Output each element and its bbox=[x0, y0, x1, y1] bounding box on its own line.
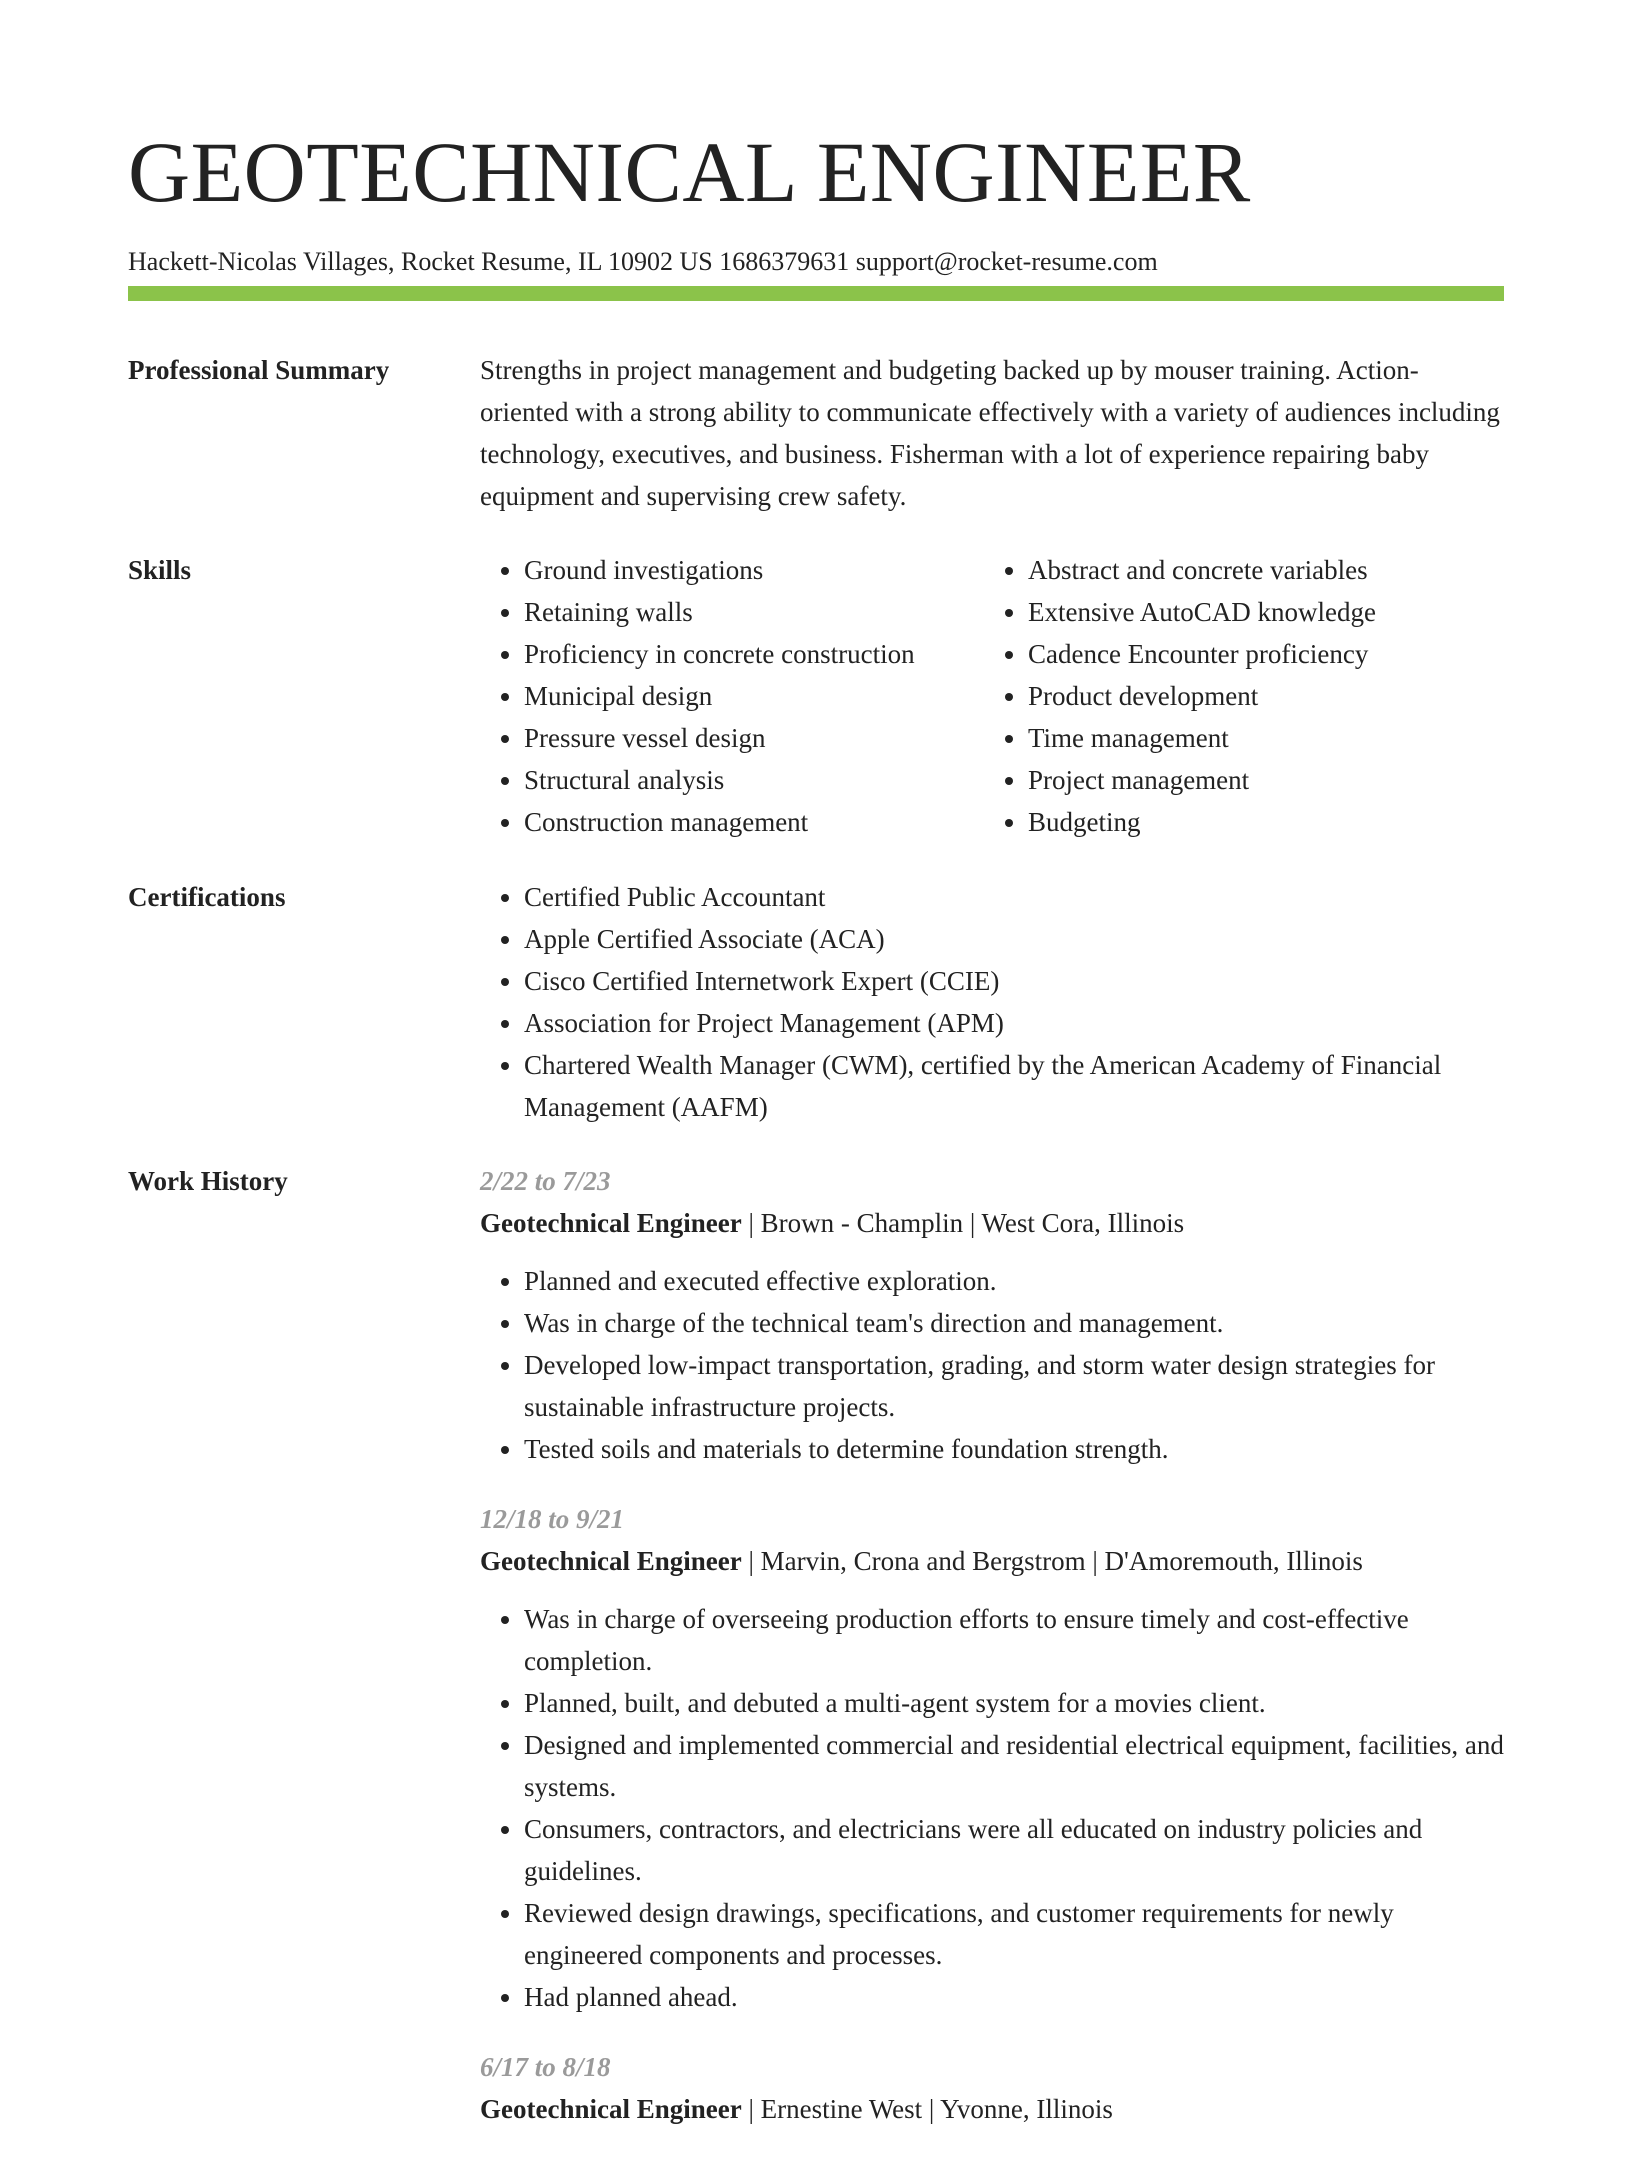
job-dates: 12/18 to 9/21 bbox=[480, 1504, 625, 1534]
certification-item: • Apple Certified Associate (ACA) bbox=[524, 918, 1504, 960]
job-heading bbox=[480, 1202, 1504, 1244]
skill-item: • Structural analysis bbox=[524, 759, 984, 801]
certification-item: • Certified Public Accountant bbox=[524, 876, 1504, 918]
certification-item: • Association for Project Management (APM) bbox=[524, 1002, 1504, 1044]
skill-item: • Ground investigations bbox=[524, 549, 984, 591]
resume-header bbox=[128, 120, 1504, 280]
skill-item: • Proficiency in concrete construction bbox=[524, 633, 984, 675]
job-dates: 2/22 to 7/23 bbox=[480, 1166, 611, 1196]
job-employer-location: | Ernestine West | Yvonne, Illinois bbox=[741, 2094, 1113, 2124]
section-title-work-history: Work History bbox=[128, 1166, 288, 1196]
skill-item: • Construction management bbox=[524, 801, 984, 843]
job-bullet: • Was in charge of the technical team's direction and management. bbox=[524, 1302, 1504, 1344]
job-bullet: • Developed low-impact transportation, grading, and storm water design strategies for sustainable infrastructure projects. bbox=[524, 1344, 1504, 1428]
skill-item: • Pressure vessel design bbox=[524, 717, 984, 759]
skills-column-1 bbox=[480, 549, 984, 843]
job-heading bbox=[480, 1540, 1504, 1582]
job-bullet: • Planned, built, and debuted a multi-agent system for a movies client. bbox=[524, 1682, 1504, 1724]
job-employer-location: | Marvin, Crona and Bergstrom | D'Amoremouth, Illinois bbox=[741, 1546, 1363, 1576]
skill-item: • Cadence Encounter proficiency bbox=[1028, 633, 1548, 675]
section-title-certifications: Certifications bbox=[128, 882, 286, 912]
summary-body bbox=[480, 349, 1504, 517]
job-title: Geotechnical Engineer bbox=[480, 2094, 742, 2124]
certification-item: • Chartered Wealth Manager (CWM), certified by the American Academy of Financial Management (AAFM) bbox=[524, 1044, 1504, 1128]
skill-item: • Retaining walls bbox=[524, 591, 984, 633]
job-bullets bbox=[480, 1260, 1504, 1470]
certification-item: • Cisco Certified Internetwork Expert (CCIE) bbox=[524, 960, 1504, 1002]
job-bullet: • Planned and executed effective exploration. bbox=[524, 1260, 1504, 1302]
skill-item: • Time management bbox=[1028, 717, 1548, 759]
job-title: Geotechnical Engineer bbox=[480, 1546, 742, 1576]
job-bullet: • Reviewed design drawings, specifications, and customer requirements for newly engineered components and processes. bbox=[524, 1892, 1504, 1976]
job-dates: 6/17 to 8/18 bbox=[480, 2052, 611, 2082]
skill-item: • Abstract and concrete variables bbox=[1028, 549, 1548, 591]
job-bullet: • Tested soils and materials to determine foundation strength. bbox=[524, 1428, 1504, 1470]
certifications-body bbox=[480, 876, 1504, 1128]
summary-text: Strengths in project management and budgeting backed up by mouser training. Action-oriented with a strong ability to communicate effectively with a variety of audiences including technology, executives, and business. Fisherman with a lot of experience repairing baby equipment and supervising crew safety. bbox=[480, 355, 1500, 511]
job-employer-location: | Brown - Champlin | West Cora, Illinois bbox=[741, 1208, 1185, 1238]
job-bullet: • Was in charge of overseeing production efforts to ensure timely and cost-effective completion. bbox=[524, 1598, 1504, 1682]
work-history-body bbox=[480, 1160, 1504, 2158]
job-entry bbox=[480, 2046, 1504, 2130]
job-entry bbox=[480, 1498, 1504, 2018]
skill-item: • Extensive AutoCAD knowledge bbox=[1028, 591, 1548, 633]
job-bullet: • Consumers, contractors, and electricians were all educated on industry policies and guidelines. bbox=[524, 1808, 1504, 1892]
accent-divider bbox=[128, 286, 1504, 301]
skills-column-2 bbox=[984, 549, 1548, 843]
section-title-summary: Professional Summary bbox=[128, 355, 390, 385]
job-bullet: • Had planned ahead. bbox=[524, 1976, 1504, 2018]
skill-item: • Project management bbox=[1028, 759, 1548, 801]
job-entry bbox=[480, 1160, 1504, 1470]
skill-item: • Municipal design bbox=[524, 675, 984, 717]
job-title: Geotechnical Engineer bbox=[480, 1208, 742, 1238]
job-bullets bbox=[480, 1598, 1504, 2018]
skill-item: • Product development bbox=[1028, 675, 1548, 717]
job-heading bbox=[480, 2088, 1504, 2130]
skill-item: • Budgeting bbox=[1028, 801, 1548, 843]
certifications-list bbox=[480, 876, 1504, 1128]
candidate-title: GEOTECHNICAL ENGINEER bbox=[128, 124, 1251, 220]
job-bullet: • Designed and implemented commercial and residential electrical equipment, facilities, and systems. bbox=[524, 1724, 1504, 1808]
contact-line: Hackett-Nicolas Villages, Rocket Resume, IL 10902 US 1686379631 support@rocket-resume.com bbox=[128, 247, 1158, 276]
skills-body bbox=[480, 549, 1504, 843]
section-title-skills: Skills bbox=[128, 555, 192, 585]
